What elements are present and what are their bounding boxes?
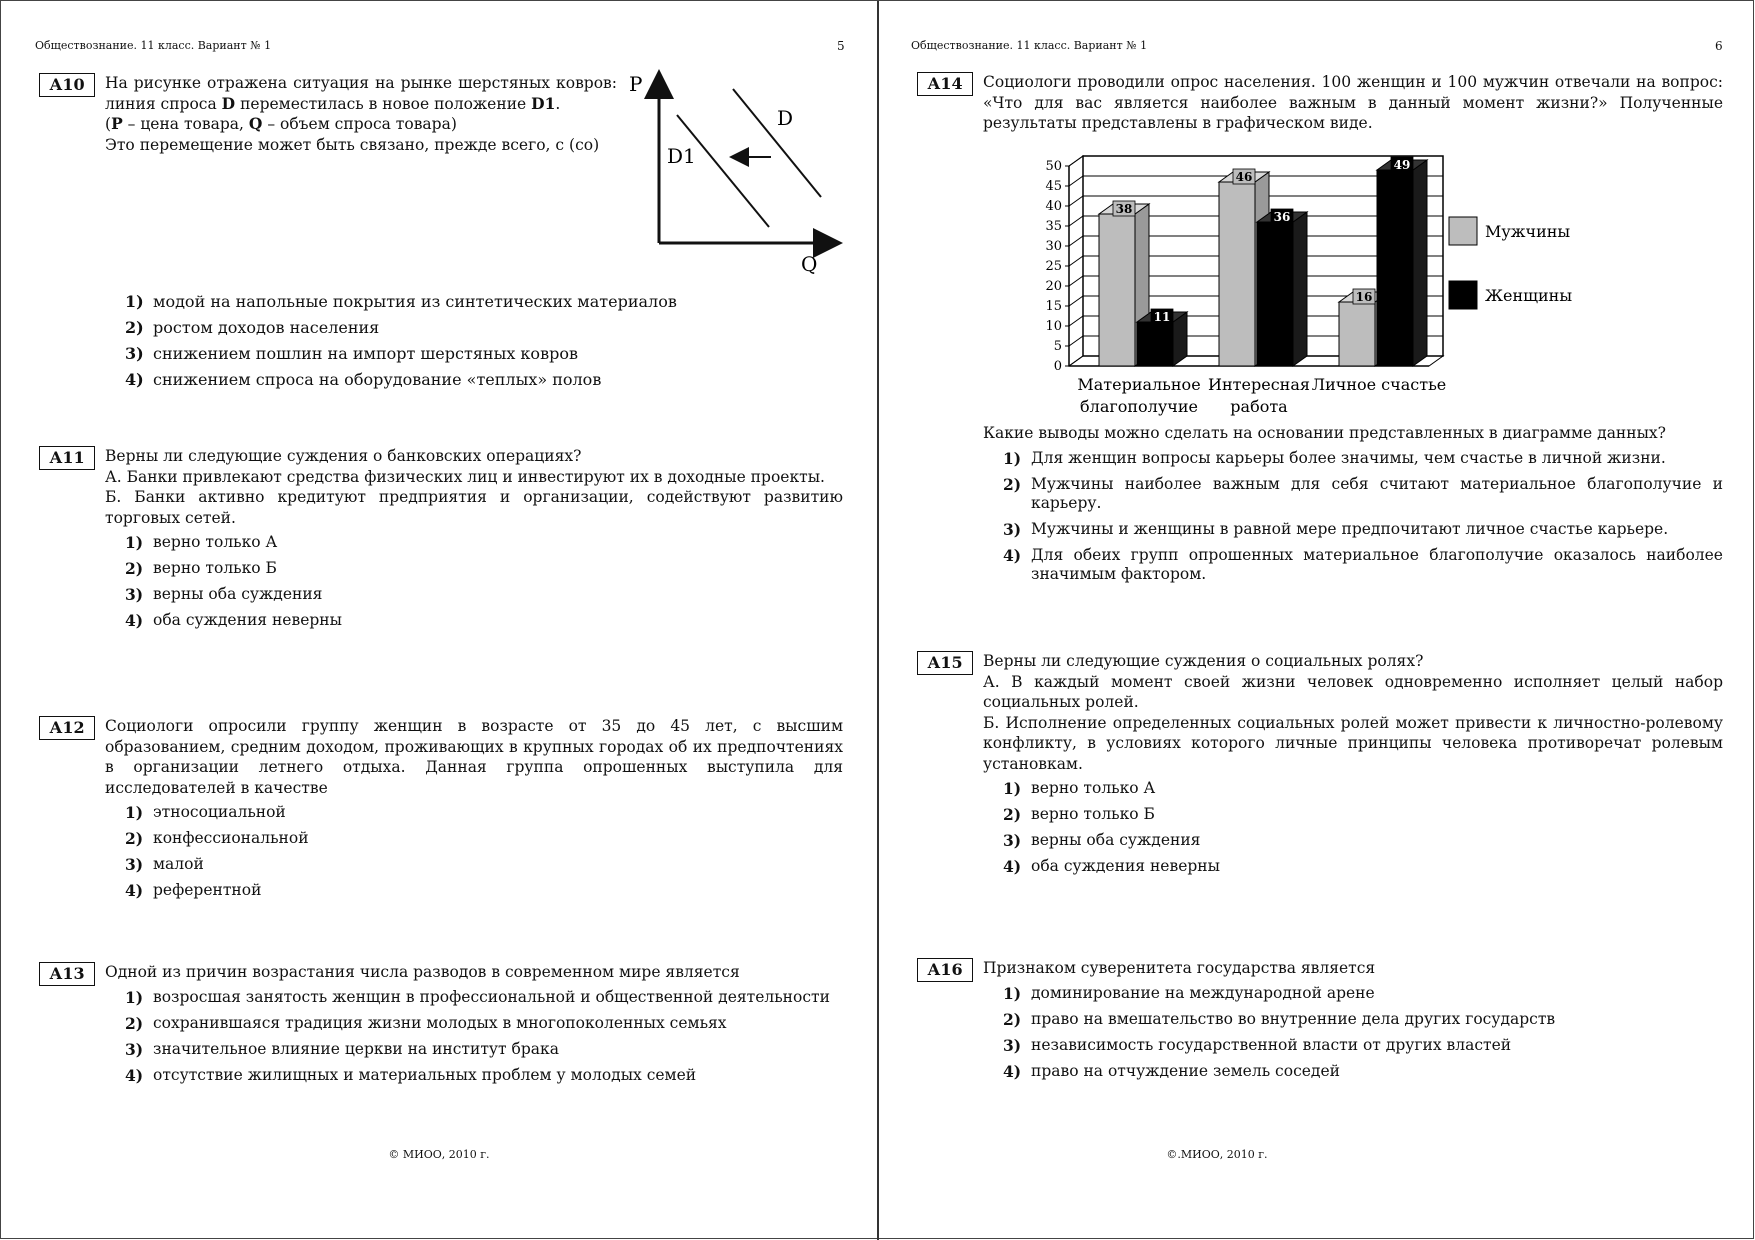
task-body	[983, 958, 1723, 1088]
y-tick-label: 40	[1045, 199, 1062, 214]
statement-a: А. Банки привлекают средства физических лиц и инвестируют их в доходные проекты.	[105, 467, 825, 486]
task-id: А16	[917, 958, 973, 982]
page-number: 5	[837, 39, 845, 53]
demand-shift-graph	[621, 71, 851, 281]
task-body	[105, 962, 843, 1092]
task-body	[105, 73, 617, 155]
footer-copyright: ©.МИОО, 2010 г.	[1166, 1148, 1268, 1161]
option-4[interactable]: 4) оба суждения неверны	[125, 611, 342, 630]
statement-b: Б. Банки активно кредитуют предприятия и организации, содействуют развитию торговых сетей.	[105, 488, 843, 527]
task-question: Признаком суверенитета государства является	[983, 959, 1376, 977]
option-2[interactable]: 2) право на вмешательство во внутренние дела других государств	[1003, 1009, 1556, 1029]
option-1[interactable]: 1) доминирование на международной арене	[1003, 983, 1375, 1003]
y-tick-label: 45	[1045, 179, 1062, 194]
option-4[interactable]: 4) Для обеих групп опрошенных материальное благополучие оказалось наиболее значимым фактором.	[1003, 545, 1723, 583]
task-question: Верны ли следующие суждения о социальных ролях?	[983, 652, 1424, 670]
x-tick-label: Личное счастье	[1311, 375, 1447, 394]
page-left	[1, 1, 877, 1240]
task-question: Какие выводы можно сделать на основании представленных в диаграмме данных?	[983, 424, 1666, 442]
legend-swatch	[1449, 281, 1477, 309]
option-3[interactable]: 3) значительное влияние церкви на институт брака	[125, 1039, 559, 1059]
task-body	[983, 651, 1723, 883]
legend-swatch	[1449, 217, 1477, 245]
option-1[interactable]: 1) верно только А	[125, 533, 278, 552]
demand-line-d1	[677, 115, 769, 227]
bar	[1099, 214, 1135, 366]
d1-label: D1	[667, 144, 696, 168]
task-text: На рисунке отражена ситуация на рынке шерстяных ковров: линия спроса D переместилась в новое положение D1.	[105, 74, 617, 113]
y-tick-label: 50	[1045, 159, 1062, 174]
task-text-legend: (P – цена товара, Q – объем спроса товара)	[105, 114, 457, 133]
data-label: 46	[1235, 170, 1253, 184]
option-2[interactable]: 2) конфессиональной	[125, 829, 309, 848]
option-4[interactable]: 4) отсутствие жилищных и материальных проблем у молодых семей	[125, 1065, 697, 1085]
task-id: А15	[917, 651, 973, 675]
data-label: 16	[1355, 290, 1373, 304]
option-2[interactable]: 2) верно только Б	[125, 559, 277, 578]
options-list	[983, 984, 1723, 1081]
data-label: 36	[1273, 210, 1291, 224]
q-axis-label: Q	[801, 252, 818, 276]
option-1[interactable]: 1) модой на напольные покрытия из синтетических материалов	[125, 292, 677, 311]
bar	[1137, 322, 1173, 366]
page-right	[879, 1, 1755, 1240]
y-tick-label: 0	[1053, 359, 1062, 374]
option-1[interactable]: 1) верно только А	[1003, 779, 1156, 798]
option-3[interactable]: 3) независимость государственной власти от других властей	[1003, 1035, 1512, 1055]
legend-label: Мужчины	[1485, 222, 1571, 241]
task-body	[983, 72, 1723, 134]
task-question: Одной из причин возрастания числа разводов в современном мире является	[105, 963, 740, 981]
task-body	[105, 446, 843, 637]
option-4[interactable]: 4) право на отчуждение земель соседей	[1003, 1061, 1340, 1081]
task-question: Это перемещение может быть связано, прежде всего, с (со)	[105, 135, 600, 154]
y-tick-label: 25	[1045, 259, 1062, 274]
option-2[interactable]: 2) ростом доходов населения	[125, 318, 380, 337]
task-id: А10	[39, 73, 95, 97]
statement-b: Б. Исполнение определенных социальных ролей может привести к личностно-ролевому конфликту, в условиях которого личные принципы человека противоречат ролевым установкам.	[983, 713, 1723, 773]
task-intro: Социологи проводили опрос населения. 100 женщин и 100 мужчин отвечали на вопрос: «Что для вас является наиболее важным в данный момент жизни?» Полученные результаты представлены в графическом виде.	[983, 73, 1723, 132]
option-3[interactable]: 3) верны оба суждения	[1003, 831, 1201, 850]
options-list	[983, 449, 1723, 584]
y-tick-label: 10	[1045, 319, 1062, 334]
bar-side	[1413, 160, 1427, 366]
options-list	[983, 779, 1723, 876]
d-label: D	[777, 106, 794, 130]
option-3[interactable]: 3) верны оба суждения	[125, 585, 323, 604]
task-id: А11	[39, 446, 95, 470]
option-1[interactable]: 1) Для женщин вопросы карьеры более значимы, чем счастье в личной жизни.	[1003, 448, 1666, 468]
task-id: А12	[39, 716, 95, 740]
p-axis-label: P	[629, 72, 643, 96]
option-2[interactable]: 2) верно только Б	[1003, 805, 1155, 824]
option-1[interactable]: 1) возросшая занятость женщин в профессиональной и общественной деятельности	[125, 987, 830, 1007]
option-2[interactable]: 2) сохранившаяся традиция жизни молодых в многопоколенных семьях	[125, 1013, 727, 1033]
option-3[interactable]: 3) снижением пошлин на импорт шерстяных ковров	[125, 344, 578, 363]
option-3[interactable]: 3) Мужчины и женщины в равной мере предпочитают личное счастье карьере.	[1003, 519, 1669, 539]
option-3[interactable]: 3) малой	[125, 855, 204, 874]
data-label: 11	[1153, 310, 1171, 324]
option-2[interactable]: 2) Мужчины наиболее важным для себя считают материальное благополучие и карьеру.	[1003, 474, 1723, 512]
task-id: А13	[39, 962, 95, 986]
task-body	[105, 716, 843, 907]
x-tick-label: работа	[1230, 397, 1288, 416]
page-number: 6	[1715, 39, 1723, 53]
y-tick-label: 35	[1045, 219, 1062, 234]
x-tick-label: Интересная	[1208, 375, 1310, 394]
bar	[1339, 302, 1375, 366]
bar-chart	[1029, 141, 1573, 431]
data-label: 49	[1393, 158, 1411, 172]
option-4[interactable]: 4) референтной	[125, 881, 262, 900]
options-list	[105, 803, 843, 900]
bar-side	[1293, 212, 1307, 366]
options-list	[105, 533, 843, 630]
bar	[1377, 170, 1413, 366]
task-id: А14	[917, 72, 973, 96]
x-tick-label: Материальное	[1077, 375, 1201, 394]
y-tick-label: 30	[1045, 239, 1062, 254]
x-tick-label: благополучие	[1080, 397, 1198, 416]
task-question: Социологи опросили группу женщин в возрасте от 35 до 45 лет, с высшим образованием, средним доходом, проживающих в крупных городах об их предпочтениях в организации летнего отдыха. Данная группа опрошенных выступила для исследователей в качестве	[105, 717, 843, 797]
task-body	[983, 423, 1723, 591]
option-1[interactable]: 1) этносоциальной	[125, 803, 286, 822]
legend-label: Женщины	[1485, 286, 1573, 305]
option-4[interactable]: 4) оба суждения неверны	[1003, 857, 1220, 876]
bar	[1257, 222, 1293, 366]
option-4[interactable]: 4) снижением спроса на оборудование «теплых» полов	[125, 370, 602, 389]
y-tick-label: 20	[1045, 279, 1062, 294]
bar	[1219, 182, 1255, 366]
running-head: Обществознание. 11 класс. Вариант № 1	[911, 39, 1148, 52]
options-list	[105, 988, 843, 1085]
statement-a: А. В каждый момент своей жизни человек одновременно исполняет целый набор социальных ролей.	[983, 672, 1723, 711]
data-label: 38	[1115, 202, 1133, 216]
footer-copyright: © МИОО, 2010 г.	[388, 1148, 490, 1161]
task-question: Верны ли следующие суждения о банковских операциях?	[105, 447, 582, 465]
y-tick-label: 15	[1045, 299, 1062, 314]
y-tick-label: 5	[1053, 339, 1062, 354]
options-list	[105, 292, 835, 396]
running-head: Обществознание. 11 класс. Вариант № 1	[35, 39, 272, 52]
